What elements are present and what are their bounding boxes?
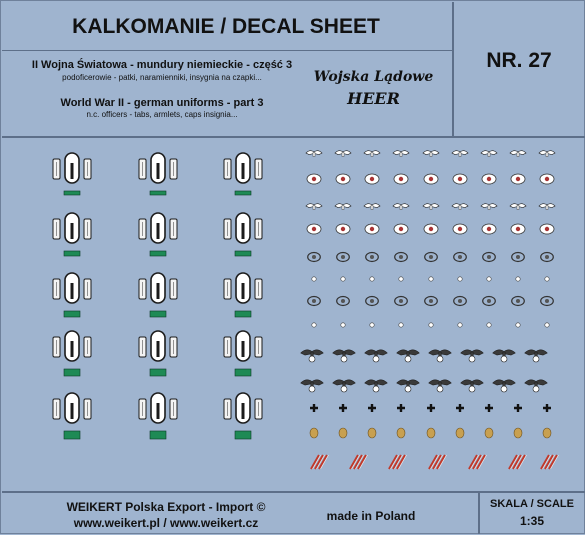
eagle-swastika-wreath	[309, 356, 315, 362]
small-button	[429, 277, 433, 281]
green-rank-bar	[150, 251, 166, 256]
small-button	[370, 323, 374, 327]
wreath-center	[516, 299, 520, 303]
gold-badge	[397, 428, 405, 438]
green-rank-bar	[235, 431, 251, 439]
wreath-center	[312, 255, 316, 259]
eagle-body	[371, 206, 373, 210]
shoulder-strap-core	[242, 341, 245, 357]
made-in-label: made in Poland	[326, 509, 416, 523]
green-rank-bar	[64, 311, 80, 317]
small-button	[312, 277, 316, 281]
shoulder-strap-core	[157, 341, 160, 357]
eagle-swastika-wreath	[533, 356, 539, 362]
cockade-center	[545, 177, 549, 181]
green-rank-bar	[64, 191, 80, 195]
eagle-swastika-wreath	[533, 386, 539, 392]
wreath-center	[341, 255, 345, 259]
eagle-body	[488, 206, 490, 210]
shoulder-strap-core	[242, 223, 245, 239]
english-title: World War II - german uniforms - part 3	[60, 97, 264, 109]
eagle-swastika-wreath	[437, 356, 443, 362]
small-button	[341, 323, 345, 327]
green-rank-bar	[235, 369, 251, 376]
shoulder-strap-core	[71, 163, 74, 179]
wreath-center	[458, 299, 462, 303]
eagle-body	[313, 153, 315, 157]
eagle-swastika-wreath	[437, 386, 443, 392]
cockade-center	[487, 177, 491, 181]
eagle-body	[546, 153, 548, 157]
shoulder-strap-core	[71, 341, 74, 357]
eagle-swastika-wreath	[373, 356, 379, 362]
sheet-title: KALKOMANIE / DECAL SHEET	[72, 15, 380, 38]
eagle-body	[459, 153, 461, 157]
wreath-center	[429, 299, 433, 303]
eagle-swastika-wreath	[341, 386, 347, 392]
eagle-body	[459, 206, 461, 210]
company-websites: www.weikert.pl / www.weikert.cz	[73, 516, 259, 530]
green-rank-bar	[150, 311, 166, 317]
wreath-center	[312, 299, 316, 303]
gold-badge	[456, 428, 464, 438]
gold-badge	[368, 428, 376, 438]
eagle-body	[400, 206, 402, 210]
eagle-swastika-wreath	[309, 386, 315, 392]
green-rank-bar	[64, 369, 80, 376]
cockade-center	[370, 227, 374, 231]
polish-subtitle: podoficerowie - patki, naramienniki, insygnia na czapki...	[62, 73, 262, 82]
cockade-center	[545, 227, 549, 231]
small-button	[429, 323, 433, 327]
cockade-center	[341, 227, 345, 231]
cockade-center	[312, 177, 316, 181]
cockade-center	[458, 177, 462, 181]
cockade-center	[341, 177, 345, 181]
wreath-center	[399, 255, 403, 259]
wreath-center	[370, 255, 374, 259]
wreath-center	[341, 299, 345, 303]
iron-cross	[339, 404, 347, 412]
wreath-center	[399, 299, 403, 303]
small-button	[487, 323, 491, 327]
eagle-body	[313, 206, 315, 210]
eagle-body	[517, 153, 519, 157]
wreath-center	[429, 255, 433, 259]
eagle-body	[371, 153, 373, 157]
green-rank-bar	[150, 191, 166, 195]
shoulder-strap-core	[242, 163, 245, 179]
cockade-center	[487, 227, 491, 231]
cockade-center	[516, 177, 520, 181]
iron-cross	[543, 404, 551, 412]
iron-cross	[397, 404, 405, 412]
eagle-body	[517, 206, 519, 210]
shoulder-strap-core	[242, 403, 245, 419]
cockade-center	[399, 177, 403, 181]
eagle-swastika-wreath	[469, 386, 475, 392]
small-button	[312, 323, 316, 327]
gold-badge	[339, 428, 347, 438]
eagle-body	[430, 206, 432, 210]
small-button	[341, 277, 345, 281]
cockade-center	[429, 177, 433, 181]
cockade-center	[370, 177, 374, 181]
shoulder-strap-core	[157, 223, 160, 239]
shoulder-strap-core	[157, 403, 160, 419]
shoulder-strap-core	[157, 283, 160, 299]
eagle-body	[342, 153, 344, 157]
green-rank-bar	[64, 431, 80, 439]
iron-cross	[456, 404, 464, 412]
scale-label: SKALA / SCALE	[490, 498, 574, 510]
green-rank-bar	[235, 191, 251, 195]
green-rank-bar	[235, 251, 251, 256]
eagle-swastika-wreath	[501, 386, 507, 392]
wreath-center	[545, 299, 549, 303]
wreath-center	[458, 255, 462, 259]
cockade-center	[516, 227, 520, 231]
company-name: WEIKERT Polska Export - Import ©	[66, 500, 266, 514]
small-button	[458, 323, 462, 327]
shoulder-strap-core	[71, 403, 74, 419]
eagle-swastika-wreath	[341, 356, 347, 362]
scale-value: 1:35	[519, 514, 545, 528]
shoulder-strap-core	[71, 283, 74, 299]
wreath-center	[487, 299, 491, 303]
gold-badge	[543, 428, 551, 438]
gold-badge	[514, 428, 522, 438]
eagle-swastika-wreath	[373, 386, 379, 392]
eagle-swastika-wreath	[405, 386, 411, 392]
wreath-center	[370, 299, 374, 303]
small-button	[516, 323, 520, 327]
blackletter-line-2: HEER	[347, 89, 400, 108]
cockade-center	[399, 227, 403, 231]
iron-cross	[368, 404, 376, 412]
wreath-center	[487, 255, 491, 259]
shoulder-strap-core	[242, 283, 245, 299]
small-button	[487, 277, 491, 281]
shoulder-strap-core	[71, 223, 74, 239]
iron-cross	[310, 404, 318, 412]
wreath-center	[545, 255, 549, 259]
eagle-body	[400, 153, 402, 157]
green-rank-bar	[150, 369, 166, 376]
eagle-swastika-wreath	[501, 356, 507, 362]
small-button	[545, 323, 549, 327]
small-button	[545, 277, 549, 281]
small-button	[399, 277, 403, 281]
green-rank-bar	[235, 311, 251, 317]
green-rank-bar	[150, 431, 166, 439]
eagle-body	[430, 153, 432, 157]
iron-cross	[485, 404, 493, 412]
english-subtitle: n.c. officers - tabs, armlets, caps insignia...	[86, 110, 238, 119]
blackletter-line-1: Wojska Lądowe	[313, 69, 434, 85]
small-button	[516, 277, 520, 281]
eagle-body	[342, 206, 344, 210]
sheet-number: NR. 27	[486, 49, 552, 72]
green-rank-bar	[64, 251, 80, 256]
small-button	[399, 323, 403, 327]
small-button	[370, 277, 374, 281]
cockade-center	[458, 227, 462, 231]
gold-badge	[485, 428, 493, 438]
eagle-swastika-wreath	[469, 356, 475, 362]
eagle-body	[488, 153, 490, 157]
decal-artwork	[1, 1, 585, 535]
eagle-swastika-wreath	[405, 356, 411, 362]
gold-badge	[310, 428, 318, 438]
eagle-body	[546, 206, 548, 210]
small-button	[458, 277, 462, 281]
cockade-center	[429, 227, 433, 231]
cockade-center	[312, 227, 316, 231]
polish-title: II Wojna Światowa - mundury niemieckie - część 3	[31, 59, 293, 71]
shoulder-strap-core	[157, 163, 160, 179]
iron-cross	[427, 404, 435, 412]
gold-badge	[427, 428, 435, 438]
iron-cross	[514, 404, 522, 412]
wreath-center	[516, 255, 520, 259]
